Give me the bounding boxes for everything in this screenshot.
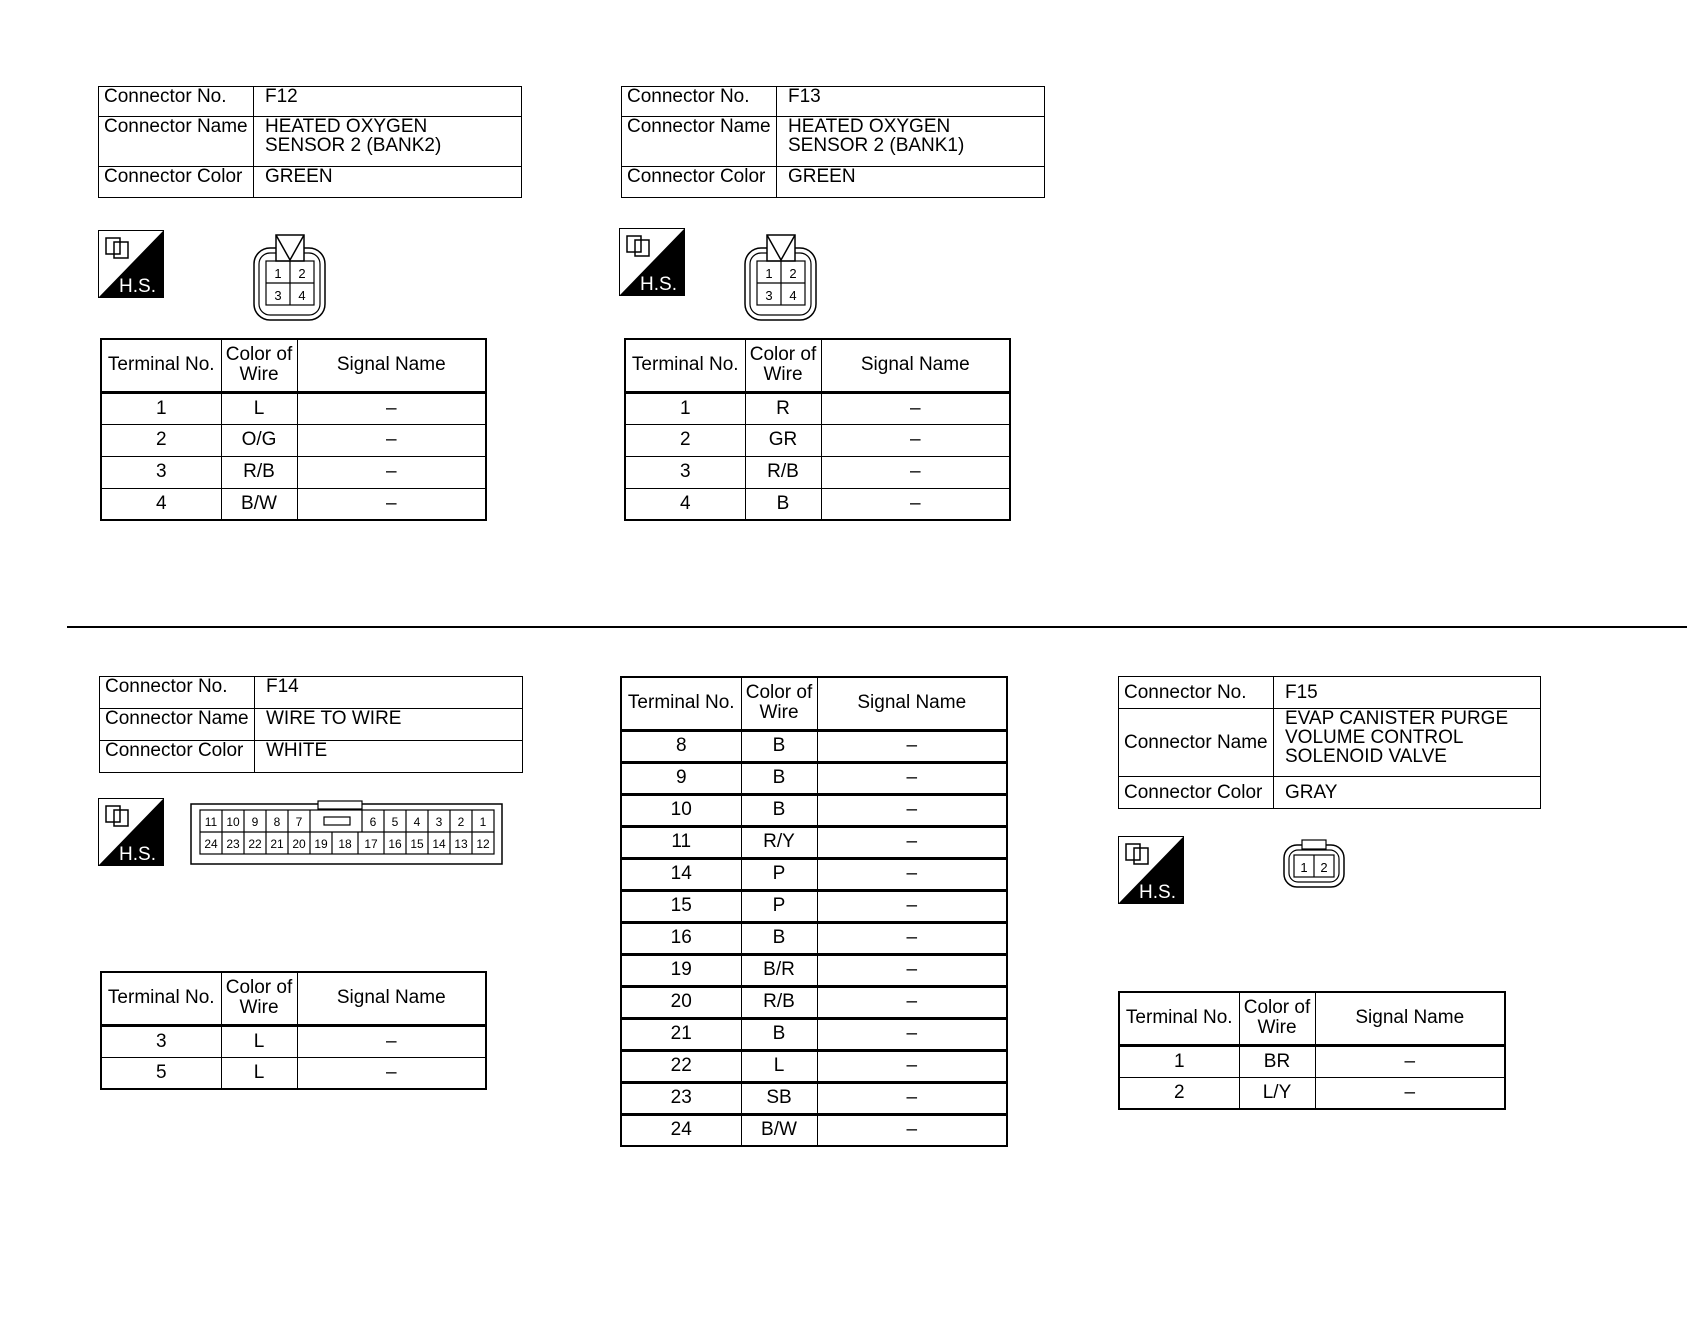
connector-color-label: Connector Color — [1119, 777, 1274, 809]
connector-no-value: F14 — [255, 677, 523, 709]
f12-info-table — [98, 86, 522, 198]
f13-terminal-table — [624, 338, 1011, 521]
section-divider — [67, 626, 1687, 628]
hs-label: H.S. — [1139, 882, 1176, 903]
f15-terminal-table — [1118, 991, 1506, 1110]
table-row: 10 B – — [621, 794, 1007, 826]
color-of-wire-header: Color of Wire — [1239, 992, 1315, 1045]
connector-color-value: GREEN — [254, 167, 522, 198]
connector-no-label: Connector No. — [1119, 677, 1274, 709]
pin-label: 1 — [1300, 860, 1308, 875]
table-row: 15 P – — [621, 890, 1007, 922]
pin-label: 3 — [765, 288, 773, 303]
table-row: 11 R/Y – — [621, 826, 1007, 858]
connector-name-line-1: HEATED OXYGEN — [265, 116, 428, 137]
color-of-wire-header: Color of Wire — [221, 339, 297, 392]
terminal-no-header: Terminal No. — [101, 972, 221, 1025]
pin-label: 16 — [388, 837, 402, 851]
hs-label: H.S. — [119, 844, 156, 865]
pin-label: 2 — [457, 815, 465, 829]
connector-name-label: Connector Name — [100, 709, 255, 741]
table-row: 24 B/W – — [621, 1114, 1007, 1146]
connector-name-line-2: SENSOR 2 (BANK2) — [265, 135, 442, 156]
pin-label: 3 — [435, 815, 443, 829]
f14-terminal-table-continued — [620, 676, 1008, 1147]
table-row: 1 L – — [101, 392, 486, 424]
pin-label: 20 — [292, 837, 306, 851]
signal-name-header: Signal Name — [1315, 992, 1505, 1045]
signal-name-header: Signal Name — [297, 972, 486, 1025]
pin-label: 21 — [270, 837, 284, 851]
pin-label: 23 — [226, 837, 240, 851]
table-row: 1 R – — [625, 392, 1010, 424]
table-row: 3 R/B – — [625, 456, 1010, 488]
connector-color-value: GRAY — [1274, 777, 1541, 809]
table-row: 23 SB – — [621, 1082, 1007, 1114]
table-row: 8 B – — [621, 730, 1007, 762]
pin-label: 10 — [226, 815, 240, 829]
connector-color-label: Connector Color — [622, 167, 777, 198]
connector-name-line-1: HEATED OXYGEN — [788, 116, 951, 137]
harness-side-icon — [98, 230, 164, 298]
connector-name-label: Connector Name — [622, 117, 777, 167]
color-of-wire-header: Color of Wire — [745, 339, 821, 392]
table-row: 2 L/Y – — [1119, 1077, 1505, 1109]
connector-name-value: WIRE TO WIRE — [255, 709, 523, 741]
connector-no-value: F15 — [1274, 677, 1541, 709]
pin-label: 2 — [789, 266, 797, 281]
color-of-wire-header: Color of Wire — [741, 677, 817, 730]
connector-name-line-2: VOLUME CONTROL — [1285, 727, 1464, 748]
table-row: 4 B – — [625, 488, 1010, 520]
hs-label: H.S. — [119, 276, 156, 297]
pin-label: 2 — [1320, 860, 1328, 875]
connector-no-value: F12 — [254, 87, 522, 117]
hs-label: H.S. — [640, 274, 677, 295]
harness-side-icon — [98, 798, 164, 866]
pin-label: 5 — [391, 815, 399, 829]
pin-label: 4 — [789, 288, 797, 303]
table-row: 22 L – — [621, 1050, 1007, 1082]
signal-name-header: Signal Name — [817, 677, 1007, 730]
connector-no-label: Connector No. — [99, 87, 254, 117]
pin-label: 11 — [204, 815, 218, 829]
connector-color-label: Connector Color — [99, 167, 254, 198]
harness-side-icon — [619, 228, 685, 296]
pin-label: 15 — [410, 837, 424, 851]
pin-label: 24 — [204, 837, 218, 851]
table-row: 3 L – — [101, 1025, 486, 1057]
signal-name-header: Signal Name — [297, 339, 486, 392]
f14-connector-diagram — [190, 800, 504, 866]
table-row: 2 GR – — [625, 424, 1010, 456]
signal-name-header: Signal Name — [821, 339, 1010, 392]
connector-color-value: GREEN — [777, 167, 1045, 198]
pin-label: 6 — [369, 815, 377, 829]
terminal-no-header: Terminal No. — [621, 677, 741, 730]
table-row: 4 B/W – — [101, 488, 486, 520]
table-row: 19 B/R – — [621, 954, 1007, 986]
connector-no-label: Connector No. — [622, 87, 777, 117]
pin-label: 22 — [248, 837, 262, 851]
f14-terminal-table — [100, 971, 487, 1090]
terminal-no-header: Terminal No. — [1119, 992, 1239, 1045]
table-row: 1 BR – — [1119, 1045, 1505, 1077]
pin-label: 4 — [413, 815, 421, 829]
pin-label: 9 — [251, 815, 259, 829]
pin-label: 19 — [314, 837, 328, 851]
pin-label: 1 — [479, 815, 487, 829]
pin-label: 18 — [338, 837, 352, 851]
connector-name-line-3: SOLENOID VALVE — [1285, 746, 1447, 767]
table-row: 5 L – — [101, 1057, 486, 1089]
pin-label: 4 — [298, 288, 306, 303]
harness-side-icon — [1118, 836, 1184, 904]
pin-label: 1 — [274, 266, 282, 281]
table-row: 21 B – — [621, 1018, 1007, 1050]
f12-terminal-table — [100, 338, 487, 521]
connector-no-value: F13 — [777, 87, 1045, 117]
pin-label: 3 — [274, 288, 282, 303]
connector-no-label: Connector No. — [100, 677, 255, 709]
table-row: 14 P – — [621, 858, 1007, 890]
f15-connector-diagram — [1282, 839, 1346, 889]
connector-name-line-2: SENSOR 2 (BANK1) — [788, 135, 965, 156]
pin-label: 17 — [364, 837, 378, 851]
connector-name-label: Connector Name — [99, 117, 254, 167]
pin-label: 7 — [295, 815, 303, 829]
connector-name-line-1: EVAP CANISTER PURGE — [1285, 708, 1509, 729]
connector-name-label: Connector Name — [1119, 709, 1274, 777]
table-row: 16 B – — [621, 922, 1007, 954]
f12-connector-diagram — [252, 234, 328, 322]
f14-info-table — [99, 676, 523, 773]
f13-info-table — [621, 86, 1045, 198]
table-row: 9 B – — [621, 762, 1007, 794]
table-row: 20 R/B – — [621, 986, 1007, 1018]
f13-connector-diagram — [743, 234, 819, 322]
terminal-no-header: Terminal No. — [101, 339, 221, 392]
pin-label: 8 — [273, 815, 281, 829]
terminal-no-header: Terminal No. — [625, 339, 745, 392]
table-row: 2 O/G – — [101, 424, 486, 456]
f15-info-table — [1118, 676, 1541, 809]
connector-color-label: Connector Color — [100, 741, 255, 773]
pin-label: 14 — [432, 837, 446, 851]
connector-color-value: WHITE — [255, 741, 523, 773]
pin-label: 12 — [476, 837, 490, 851]
pin-label: 2 — [298, 266, 306, 281]
pin-label: 1 — [765, 266, 773, 281]
pin-label: 13 — [454, 837, 468, 851]
color-of-wire-header: Color of Wire — [221, 972, 297, 1025]
table-row: 3 R/B – — [101, 456, 486, 488]
